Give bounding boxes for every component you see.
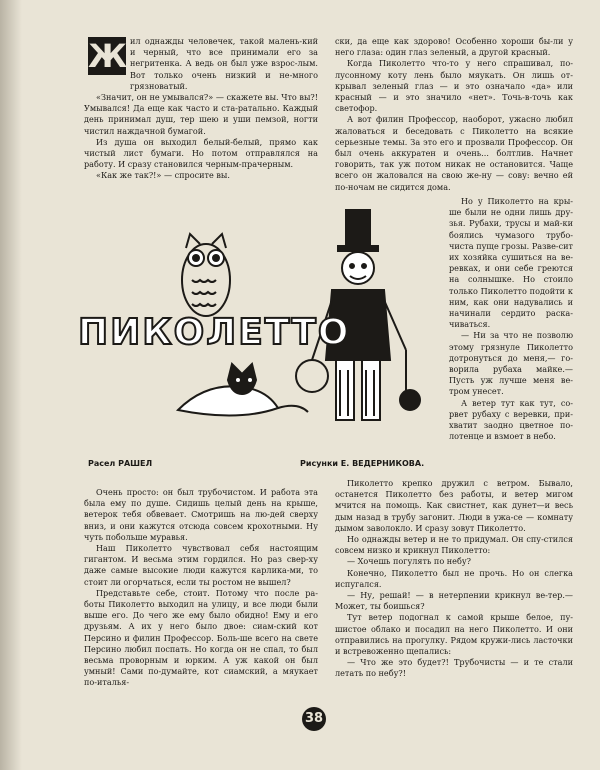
paragraph: Но у Пиколетто на кры-ше были не одни лишь дру-зья. Рубахи, трусы и май-ки боялись чумазого трубо-чиста пуще грозы. Разве-сит их хозяйка сушиться на ве-ревках, и они себе греются на солнышке. Но стоило только Пиколетто подойти к ним, как они надувались и начинали сердито раска-чиваться. xyxy=(449,196,573,330)
text-column-right-bottom xyxy=(335,478,573,680)
paragraph: А ветер тут как тут, со-рвет рубаху с веревки, при-хватит заодно цветное по-лотенце и взмоет в небо. xyxy=(449,397,573,442)
drop-cap: Ж xyxy=(88,37,128,75)
text-column-left-bottom xyxy=(84,487,318,689)
text-column-right-narrow xyxy=(449,196,573,442)
paragraph: «Как же так?!» — спросите вы. xyxy=(96,170,230,181)
text-column-left-top xyxy=(84,36,318,182)
paragraph: Но однажды ветер и не то придумал. Он спу-стился совсем низко и крикнул Пиколетто: xyxy=(335,534,573,556)
paragraph: ски, да еще как здорово! Особенно хороши бы-ли у него глаза: один глаз зеленый, а другой красный. xyxy=(335,36,573,58)
paragraph: Пиколетто крепко дружил с ветром. Бывало, останется Пиколетто без работы, и ветер мигом мчится на помощь. Как свистнет, как дунет—и весь дым назад в трубу загонит. Люди в ужа-се — комнату дымом заволокло. И сразу зовут Пиколетто. xyxy=(335,478,573,533)
page-number: 38 xyxy=(302,707,326,731)
paragraph: Наш Пиколетто чувствовал себя настоящим гигантом. И весьма этим гордился. Но раз свер-ху даже самые высокие люди кажутся карлика-ми, то стоит ли огорчаться, если ты ростом не вышел? xyxy=(84,543,318,587)
owl-illustration xyxy=(182,234,230,316)
cat-illustration xyxy=(178,364,308,416)
illustrator-credit: Рисунки Е. ВЕДЕРНИКОВА. xyxy=(300,459,425,468)
paragraph: Из душа он выходил белый-белый, прямо как чистый лист бумаги. Но потом отправлялся на работу. И сразу становился черным-прачерным. xyxy=(84,136,318,170)
text-column-right-top xyxy=(335,36,573,193)
paragraph: — Что же это будет?! Трубочисты — и те стали летать по небу?! xyxy=(335,657,573,679)
paragraph: Когда Пиколетто что-то у него спрашивал, по-лусонному коту лень было мяукать. Он лишь от-крывал зеленый глаз — и это означало «да» или красный — и это значило «нет». Точь-в-точь как светофор. xyxy=(335,58,573,114)
paragraph: Конечно, Пиколетто был не прочь. Но он слегка испугался. xyxy=(335,567,573,589)
story-title: ПИКОЛЕТТО xyxy=(78,312,351,353)
paragraph: Очень просто: он был трубочистом. И работа эта была ему по душе. Сидишь целый день на крыше, ветерок тебя обвевает. Смотришь на лю-дей сверху вниз, и они кажутся отсюда совсем крохотными. Ну чуть побольше муравья. xyxy=(84,487,318,542)
paragraph: А вот филин Профессор, наоборот, ужасно любил жаловаться и беседовать с Пиколетто на всякие серьезные темы. За это его и прозвали Профессор. Он был очень аккуратен и очень... болтлив. Начнет говорить, так уж потом никак не остановится. Чаще всего он жаловался на свою же-ну — сову: вечно ей по-ночам не сидится дома. xyxy=(335,114,573,192)
paragraph: — Ни за что не позволю этому грязнуле Пиколетто дотронуться до меня,— го-ворила рубаха майке.— Пусть уж лучше меня ве-тром унесет. xyxy=(449,330,573,397)
paragraph: — Хочешь погулять по небу? xyxy=(347,556,471,567)
paragraph: Тут ветер подогнал к самой крыше белое, пу-шистое облако и посадил на него Пиколетто. И они отправились на прогулку. Рядом кружи-лись ласточки и встревоженно щепались: xyxy=(335,612,573,657)
page-binding-shadow xyxy=(0,0,22,770)
paragraph: «Значит, он не умывался?» — скажете вы. Что вы?! Умывался! Да еще как часто и ста-ратально. Каждый день принимал душ, тер шею и уши пемзой, ногти чистил наждачной бумагой. xyxy=(84,92,318,136)
paragraph: Представьте себе, стоит. Потому что после ра-боты Пиколетто выходил на улицу, и все люди были выше его. До чего же ему было обидно! Ему и его друзьям. А их у него было двое: сиам-ский кот Персино и филин Профессор. Боль-ше всего на свете Персино любил поспать. Но когда он не спал, то был весьма проворным и юрким. А уж какой он был умный! Сами по-думайте, кот сиамский, а мяукает по-италья- xyxy=(84,587,318,688)
paragraph: — Ну, решай! — в нетерпении крикнул ве-тер.— Может, ты боишься? xyxy=(335,590,573,612)
author-credit: Расел РАШЕЛ xyxy=(88,459,153,468)
paragraph: ил однажды человечек, такой малень-кий и черный, что все принимали его за негритенка. А ведь он был уже взрос-лым. Вот только очень низкий и не-много грязноватый. xyxy=(130,36,318,91)
